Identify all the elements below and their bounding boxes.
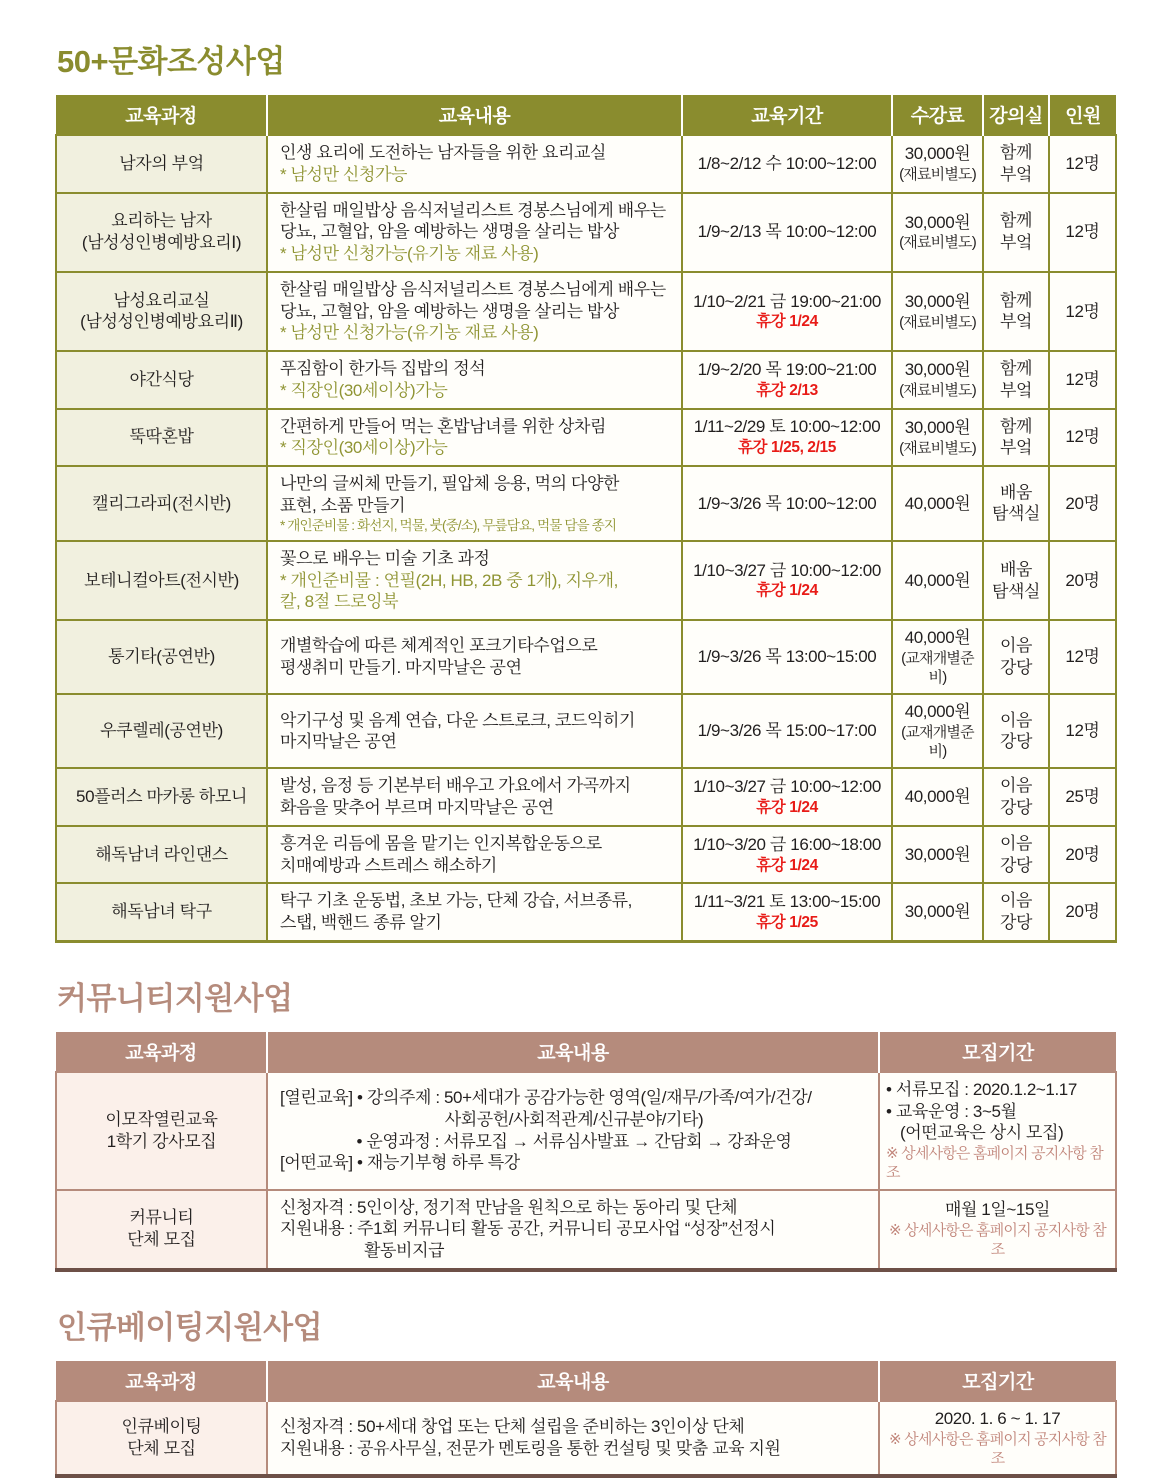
incubating-header-row bbox=[56, 1361, 1116, 1401]
description-line: 꽃으로 배우는 미술 기초 과정 bbox=[280, 548, 490, 568]
room-line: 부엌 bbox=[999, 380, 1033, 400]
period-cell bbox=[682, 466, 892, 541]
course-name: 야간식당 bbox=[129, 369, 194, 389]
room-cell bbox=[983, 135, 1049, 193]
room-cell bbox=[983, 351, 1049, 409]
room-line: 함께 bbox=[999, 211, 1033, 231]
fee-text: 30,000원 bbox=[904, 291, 971, 311]
fee-subtext: (재료비별도) bbox=[899, 234, 976, 252]
period-cell bbox=[682, 351, 892, 409]
description-line: 간편하게 만들어 먹는 혼밥남녀를 위한 상차림 bbox=[280, 416, 607, 436]
content-line: 사회공헌/사회적관계/신규분야/기타) bbox=[444, 1109, 704, 1129]
description-line: 악기구성 및 음계 연습, 다운 스트로크, 코드익히기 bbox=[280, 710, 636, 730]
table-row bbox=[56, 409, 1116, 467]
room-line: 함께 bbox=[999, 290, 1033, 310]
room-line: 함께 bbox=[999, 143, 1033, 162]
course-cell bbox=[56, 466, 267, 541]
description-line: 화음을 맞추어 부르며 마지막날은 공연 bbox=[280, 798, 554, 818]
course-name: 단체 모집 bbox=[127, 1230, 196, 1250]
room-line: 이음 bbox=[999, 776, 1033, 796]
period-text: 1/10~3/27 금 10:00~12:00 bbox=[693, 777, 881, 797]
course-name: 남성요리교실 bbox=[113, 290, 210, 310]
fee-cell bbox=[892, 768, 983, 826]
period-cell bbox=[682, 826, 892, 884]
table-row bbox=[56, 193, 1116, 272]
room-line: 함께 bbox=[999, 416, 1033, 436]
fee-cell bbox=[892, 826, 983, 884]
fee-cell bbox=[892, 883, 983, 941]
content-cell bbox=[267, 1072, 879, 1190]
room-cell bbox=[983, 466, 1049, 541]
room-cell bbox=[983, 409, 1049, 467]
room-line: 이음 bbox=[999, 891, 1033, 911]
holiday-text: 휴강 1/24 bbox=[756, 313, 818, 331]
column-header: 교육과정 bbox=[56, 1361, 267, 1401]
period-cell bbox=[682, 409, 892, 467]
room-line: 부엌 bbox=[999, 312, 1033, 332]
room-cell bbox=[983, 541, 1049, 620]
room-cell bbox=[983, 193, 1049, 272]
course-cell bbox=[56, 768, 267, 826]
course-cell bbox=[56, 1072, 267, 1190]
room-line: 강당 bbox=[999, 798, 1033, 818]
period-cell bbox=[682, 541, 892, 620]
recruit-line: • 교육운영 : 3~5월 bbox=[886, 1101, 1017, 1121]
course-name: 캘리그라피(전시반) bbox=[92, 493, 231, 513]
period-text: 1/9~2/13 목 10:00~12:00 bbox=[697, 222, 877, 242]
column-header: 교육내용 bbox=[267, 1032, 879, 1072]
capacity-cell: 12명 bbox=[1049, 620, 1116, 694]
course-cell bbox=[56, 409, 267, 467]
capacity-cell: 12명 bbox=[1049, 351, 1116, 409]
recruit-note-line: ※ 상세사항은 홈페이지 공지사항 참조 bbox=[886, 1145, 1103, 1182]
description-line: 한살림 매일밥상 음식저널리스트 경봉스님에게 배우는 bbox=[280, 279, 666, 299]
content-line: 지원내용 : 공유사무실, 전문가 멘토링을 통한 컨설팅 및 맞춤 교육 지원 bbox=[280, 1438, 781, 1458]
capacity-cell: 12명 bbox=[1049, 409, 1116, 467]
incubating-table bbox=[55, 1361, 1117, 1478]
course-cell bbox=[56, 541, 267, 620]
fee-text: 30,000원 bbox=[904, 902, 971, 922]
description-cell bbox=[267, 409, 682, 467]
room-cell bbox=[983, 694, 1049, 768]
note-line: 칼, 8절 드로잉북 bbox=[280, 592, 399, 612]
room-line: 강당 bbox=[999, 913, 1033, 933]
table-row bbox=[56, 351, 1116, 409]
column-header: 인원 bbox=[1049, 95, 1116, 135]
fee-text: 30,000원 bbox=[904, 212, 971, 232]
course-name: 통기타(공연반) bbox=[108, 647, 215, 667]
course-cell bbox=[56, 1401, 267, 1476]
column-header: 교육내용 bbox=[267, 95, 682, 135]
period-text: 1/10~3/20 금 16:00~18:00 bbox=[693, 834, 881, 854]
capacity-cell: 12명 bbox=[1049, 135, 1116, 193]
column-header: 교육과정 bbox=[56, 1032, 267, 1072]
course-name: 해독남녀 라인댄스 bbox=[95, 844, 228, 864]
note-line: * 남성만 신청가능 bbox=[280, 164, 408, 184]
course-cell bbox=[56, 135, 267, 193]
description-line: 표현, 소품 만들기 bbox=[280, 495, 406, 515]
period-text: 1/8~2/12 수 10:00~12:00 bbox=[697, 153, 877, 173]
table-row bbox=[56, 620, 1116, 694]
fee-subtext: (재료비별도) bbox=[899, 382, 976, 400]
description-line: 당뇨, 고혈압, 암을 예방하는 생명을 살리는 밥상 bbox=[280, 222, 620, 242]
room-line: 강당 bbox=[999, 658, 1033, 678]
room-line: 강당 bbox=[999, 855, 1033, 875]
period-text: 1/9~3/26 목 15:00~17:00 bbox=[697, 721, 877, 741]
course-cell bbox=[56, 272, 267, 351]
recruit-line: 2020. 1. 6 ~ 1. 17 bbox=[934, 1408, 1061, 1428]
table-row bbox=[56, 883, 1116, 941]
table-row bbox=[56, 694, 1116, 768]
table-row bbox=[56, 135, 1116, 193]
description-cell bbox=[267, 541, 682, 620]
fee-text: 40,000원 bbox=[904, 493, 971, 513]
table-row bbox=[56, 1401, 1116, 1476]
description-cell bbox=[267, 466, 682, 541]
fee-cell bbox=[892, 351, 983, 409]
recruit-period-cell bbox=[879, 1401, 1116, 1476]
fee-cell bbox=[892, 193, 983, 272]
content-line: [열린교육] • 강의주제 : 50+세대가 공감가능한 영역(일/재무/가족/여가/건강/ bbox=[280, 1088, 812, 1108]
course-name: 커뮤니티 bbox=[129, 1208, 194, 1228]
room-cell bbox=[983, 826, 1049, 884]
table-row bbox=[56, 466, 1116, 541]
fee-cell bbox=[892, 409, 983, 467]
recruit-note-line: ※ 상세사항은 홈페이지 공지사항 참조 bbox=[889, 1221, 1106, 1259]
course-name: 50플러스 마카롱 하모니 bbox=[76, 787, 247, 807]
period-cell bbox=[682, 620, 892, 694]
table-row bbox=[56, 541, 1116, 620]
holiday-text: 휴강 1/24 bbox=[756, 582, 818, 600]
room-line: 이음 bbox=[999, 833, 1033, 853]
description-line: 평생취미 만들기. 마지막날은 공연 bbox=[280, 658, 522, 678]
column-header: 교육내용 bbox=[267, 1361, 879, 1401]
course-name: 요리하는 남자 bbox=[111, 211, 212, 231]
fee-subtext: (재료비별도) bbox=[899, 313, 976, 331]
course-cell bbox=[56, 620, 267, 694]
period-text: 1/11~2/29 토 10:00~12:00 bbox=[693, 417, 881, 437]
description-line: 한살림 매일밥상 음식저널리스트 경봉스님에게 배우는 bbox=[280, 200, 666, 220]
capacity-cell: 20명 bbox=[1049, 826, 1116, 884]
note-line: * 남성만 신청가능(유기농 재료 사용) bbox=[280, 323, 539, 343]
content-line: 신청자격 : 5인이상, 정기적 만남을 원칙으로 하는 동아리 및 단체 bbox=[280, 1197, 738, 1217]
period-text: 1/9~3/26 목 13:00~15:00 bbox=[697, 647, 877, 667]
room-line: 탐색실 bbox=[991, 581, 1041, 601]
description-line: 스탭, 백핸드 종류 알기 bbox=[280, 913, 442, 933]
content-line: 활동비지급 bbox=[364, 1241, 445, 1261]
description-cell bbox=[267, 272, 682, 351]
course-cell bbox=[56, 1190, 267, 1270]
section-title-incubating: 인큐베이팅지원사업 bbox=[57, 1309, 323, 1345]
room-cell bbox=[983, 883, 1049, 941]
column-header: 모집기간 bbox=[879, 1032, 1116, 1072]
room-cell bbox=[983, 272, 1049, 351]
content-line: • 운영과정 : 서류모집 → 서류심사발표 → 간담회 → 강좌운영 bbox=[356, 1131, 792, 1151]
description-cell bbox=[267, 694, 682, 768]
recruit-period-cell bbox=[879, 1072, 1116, 1190]
description-cell bbox=[267, 135, 682, 193]
room-line: 탐색실 bbox=[991, 504, 1041, 524]
course-cell bbox=[56, 351, 267, 409]
holiday-text: 휴강 1/24 bbox=[756, 856, 818, 874]
section-title-culture: 50+문화조성사업 bbox=[57, 44, 285, 79]
table-row bbox=[56, 1072, 1116, 1190]
description-cell bbox=[267, 768, 682, 826]
content-line: 지원내용 : 주1회 커뮤니티 활동 공간, 커뮤니티 공모사업 “성장”선정시 bbox=[280, 1219, 776, 1239]
room-cell bbox=[983, 768, 1049, 826]
content-line: 신청자격 : 50+세대 창업 또는 단체 설립을 준비하는 3인이상 단체 bbox=[280, 1417, 745, 1437]
note-line: * 개인준비물 : 화선지, 먹물, 붓(중/소), 무릎담요, 먹물 담을 종지 bbox=[280, 517, 617, 533]
holiday-text: 휴강 1/25, 2/15 bbox=[737, 439, 836, 457]
note-line: * 개인준비물 : 연필(2H, HB, 2B 중 1개), 지우개, bbox=[280, 570, 618, 590]
period-cell bbox=[682, 883, 892, 941]
capacity-cell: 25명 bbox=[1049, 768, 1116, 826]
description-cell bbox=[267, 351, 682, 409]
period-cell bbox=[682, 768, 892, 826]
fee-subtext: (교재개별준비) bbox=[901, 649, 974, 687]
holiday-text: 휴강 2/13 bbox=[756, 381, 818, 399]
room-line: 함께 bbox=[999, 359, 1033, 378]
period-cell bbox=[682, 272, 892, 351]
community-header-row bbox=[56, 1032, 1116, 1072]
fee-text: 30,000원 bbox=[904, 844, 971, 864]
capacity-cell: 20명 bbox=[1049, 883, 1116, 941]
period-cell bbox=[682, 694, 892, 768]
holiday-text: 휴강 1/25 bbox=[756, 914, 818, 932]
capacity-cell: 20명 bbox=[1049, 466, 1116, 541]
description-line: 발성, 음정 등 기본부터 배우고 가요에서 가곡까지 bbox=[280, 776, 631, 796]
description-cell bbox=[267, 620, 682, 694]
fee-cell bbox=[892, 541, 983, 620]
fee-text: 30,000원 bbox=[904, 417, 971, 437]
capacity-cell: 12명 bbox=[1049, 272, 1116, 351]
capacity-cell: 20명 bbox=[1049, 541, 1116, 620]
community-table bbox=[55, 1032, 1117, 1272]
period-text: 1/9~2/20 목 19:00~21:00 bbox=[697, 359, 877, 379]
room-line: 배움 bbox=[999, 482, 1033, 502]
note-line: * 직장인(30세이상)가능 bbox=[280, 380, 448, 400]
column-header: 교육과정 bbox=[56, 95, 267, 135]
period-text: 1/10~3/27 금 10:00~12:00 bbox=[693, 560, 881, 580]
fee-cell bbox=[892, 272, 983, 351]
period-text: 1/10~2/21 금 19:00~21:00 bbox=[693, 291, 881, 311]
period-text: 1/9~3/26 목 10:00~12:00 bbox=[697, 493, 877, 513]
course-name: 보테니컬아트(전시반) bbox=[84, 570, 239, 590]
room-line: 이음 bbox=[999, 636, 1033, 656]
capacity-cell: 12명 bbox=[1049, 694, 1116, 768]
course-cell bbox=[56, 883, 267, 941]
course-cell bbox=[56, 193, 267, 272]
description-line: 나만의 글씨체 만들기, 필압체 응용, 먹의 다양한 bbox=[280, 474, 620, 493]
course-name: 이모작열린교육 bbox=[105, 1109, 218, 1129]
description-line: 탁구 기초 운동법, 초보 가능, 단체 강습, 서브종류, bbox=[280, 891, 632, 911]
section-title-community: 커뮤니티지원사업 bbox=[57, 980, 293, 1016]
fee-cell bbox=[892, 694, 983, 768]
description-cell bbox=[267, 883, 682, 941]
column-header: 교육기간 bbox=[682, 95, 892, 135]
description-line: 푸짐함이 한가득 집밥의 정석 bbox=[280, 359, 486, 378]
room-line: 배움 bbox=[999, 559, 1033, 579]
table-row bbox=[56, 826, 1116, 884]
capacity-cell: 12명 bbox=[1049, 193, 1116, 272]
fee-subtext: (교재개별준비) bbox=[901, 724, 974, 761]
room-line: 이음 bbox=[999, 710, 1033, 730]
note-line: * 직장인(30세이상)가능 bbox=[280, 438, 448, 458]
room-line: 강당 bbox=[999, 732, 1033, 752]
description-cell bbox=[267, 826, 682, 884]
course-cell bbox=[56, 826, 267, 884]
column-header: 수강료 bbox=[892, 95, 983, 135]
description-line: 개별학습에 따른 체계적인 포크기타수업으로 bbox=[280, 636, 598, 656]
content-cell bbox=[267, 1190, 879, 1270]
period-cell bbox=[682, 193, 892, 272]
period-cell bbox=[682, 135, 892, 193]
description-line: 당뇨, 고혈압, 암을 예방하는 생명을 살리는 밥상 bbox=[280, 301, 620, 321]
description-line: 인생 요리에 도전하는 남자들을 위한 요리교실 bbox=[280, 143, 607, 162]
fee-cell bbox=[892, 135, 983, 193]
fee-cell bbox=[892, 620, 983, 694]
table-row bbox=[56, 272, 1116, 351]
description-line: 치매예방과 스트레스 해소하기 bbox=[280, 855, 497, 875]
fee-subtext: (재료비별도) bbox=[899, 166, 976, 184]
fee-text: 30,000원 bbox=[904, 360, 971, 380]
column-header: 강의실 bbox=[983, 95, 1049, 135]
course-cell bbox=[56, 694, 267, 768]
room-line: 부엌 bbox=[999, 233, 1033, 253]
description-cell bbox=[267, 193, 682, 272]
recruit-line: • 서류모집 : 2020.1.2~1.17 bbox=[886, 1079, 1077, 1099]
course-name: (남성성인병예방요리Ⅱ) bbox=[80, 312, 243, 332]
content-cell bbox=[267, 1401, 879, 1476]
course-name: 남자의 부엌 bbox=[119, 153, 204, 173]
note-line: * 남성만 신청가능(유기농 재료 사용) bbox=[280, 244, 539, 263]
course-name: 1학기 강사모집 bbox=[106, 1131, 217, 1151]
fee-text: 30,000원 bbox=[904, 144, 971, 164]
room-line: 부엌 bbox=[999, 164, 1033, 184]
culture-table bbox=[55, 95, 1117, 943]
column-header: 모집기간 bbox=[879, 1361, 1116, 1401]
period-text: 1/11~3/21 토 13:00~15:00 bbox=[693, 892, 881, 912]
room-line: 부엌 bbox=[999, 438, 1033, 458]
culture-header-row bbox=[56, 95, 1116, 135]
table-row bbox=[56, 768, 1116, 826]
recruit-note-line: ※ 상세사항은 홈페이지 공지사항 참조 bbox=[889, 1430, 1106, 1467]
fee-subtext: (재료비별도) bbox=[899, 439, 976, 457]
description-line: 흥겨운 리듬에 몸을 맡기는 인지복합운동으로 bbox=[280, 833, 602, 853]
course-name: 해독남녀 탁구 bbox=[111, 902, 212, 922]
course-name: 인큐베이팅 bbox=[121, 1417, 202, 1437]
holiday-text: 휴강 1/24 bbox=[756, 799, 818, 817]
fee-text: 40,000원 bbox=[904, 702, 971, 722]
fee-text: 40,000원 bbox=[904, 787, 971, 807]
course-name: 뚝딱혼밥 bbox=[129, 427, 194, 447]
course-name: 우쿠렐레(공연반) bbox=[100, 721, 223, 741]
fee-text: 40,000원 bbox=[904, 628, 971, 648]
room-cell bbox=[983, 620, 1049, 694]
course-name: 단체 모집 bbox=[127, 1438, 196, 1458]
fee-cell bbox=[892, 466, 983, 541]
recruit-line: (어떤교육은 상시 모집) bbox=[900, 1123, 1064, 1143]
content-line: [어떤교육] • 재능기부형 하루 특강 bbox=[280, 1153, 520, 1173]
table-row bbox=[56, 1190, 1116, 1270]
course-name: (남성성인병예방요리Ⅰ) bbox=[81, 233, 242, 253]
description-line: 마지막날은 공연 bbox=[280, 732, 397, 752]
recruit-line: 매월 1일~15일 bbox=[944, 1200, 1051, 1220]
fee-text: 40,000원 bbox=[904, 570, 971, 590]
recruit-period-cell bbox=[879, 1190, 1116, 1270]
